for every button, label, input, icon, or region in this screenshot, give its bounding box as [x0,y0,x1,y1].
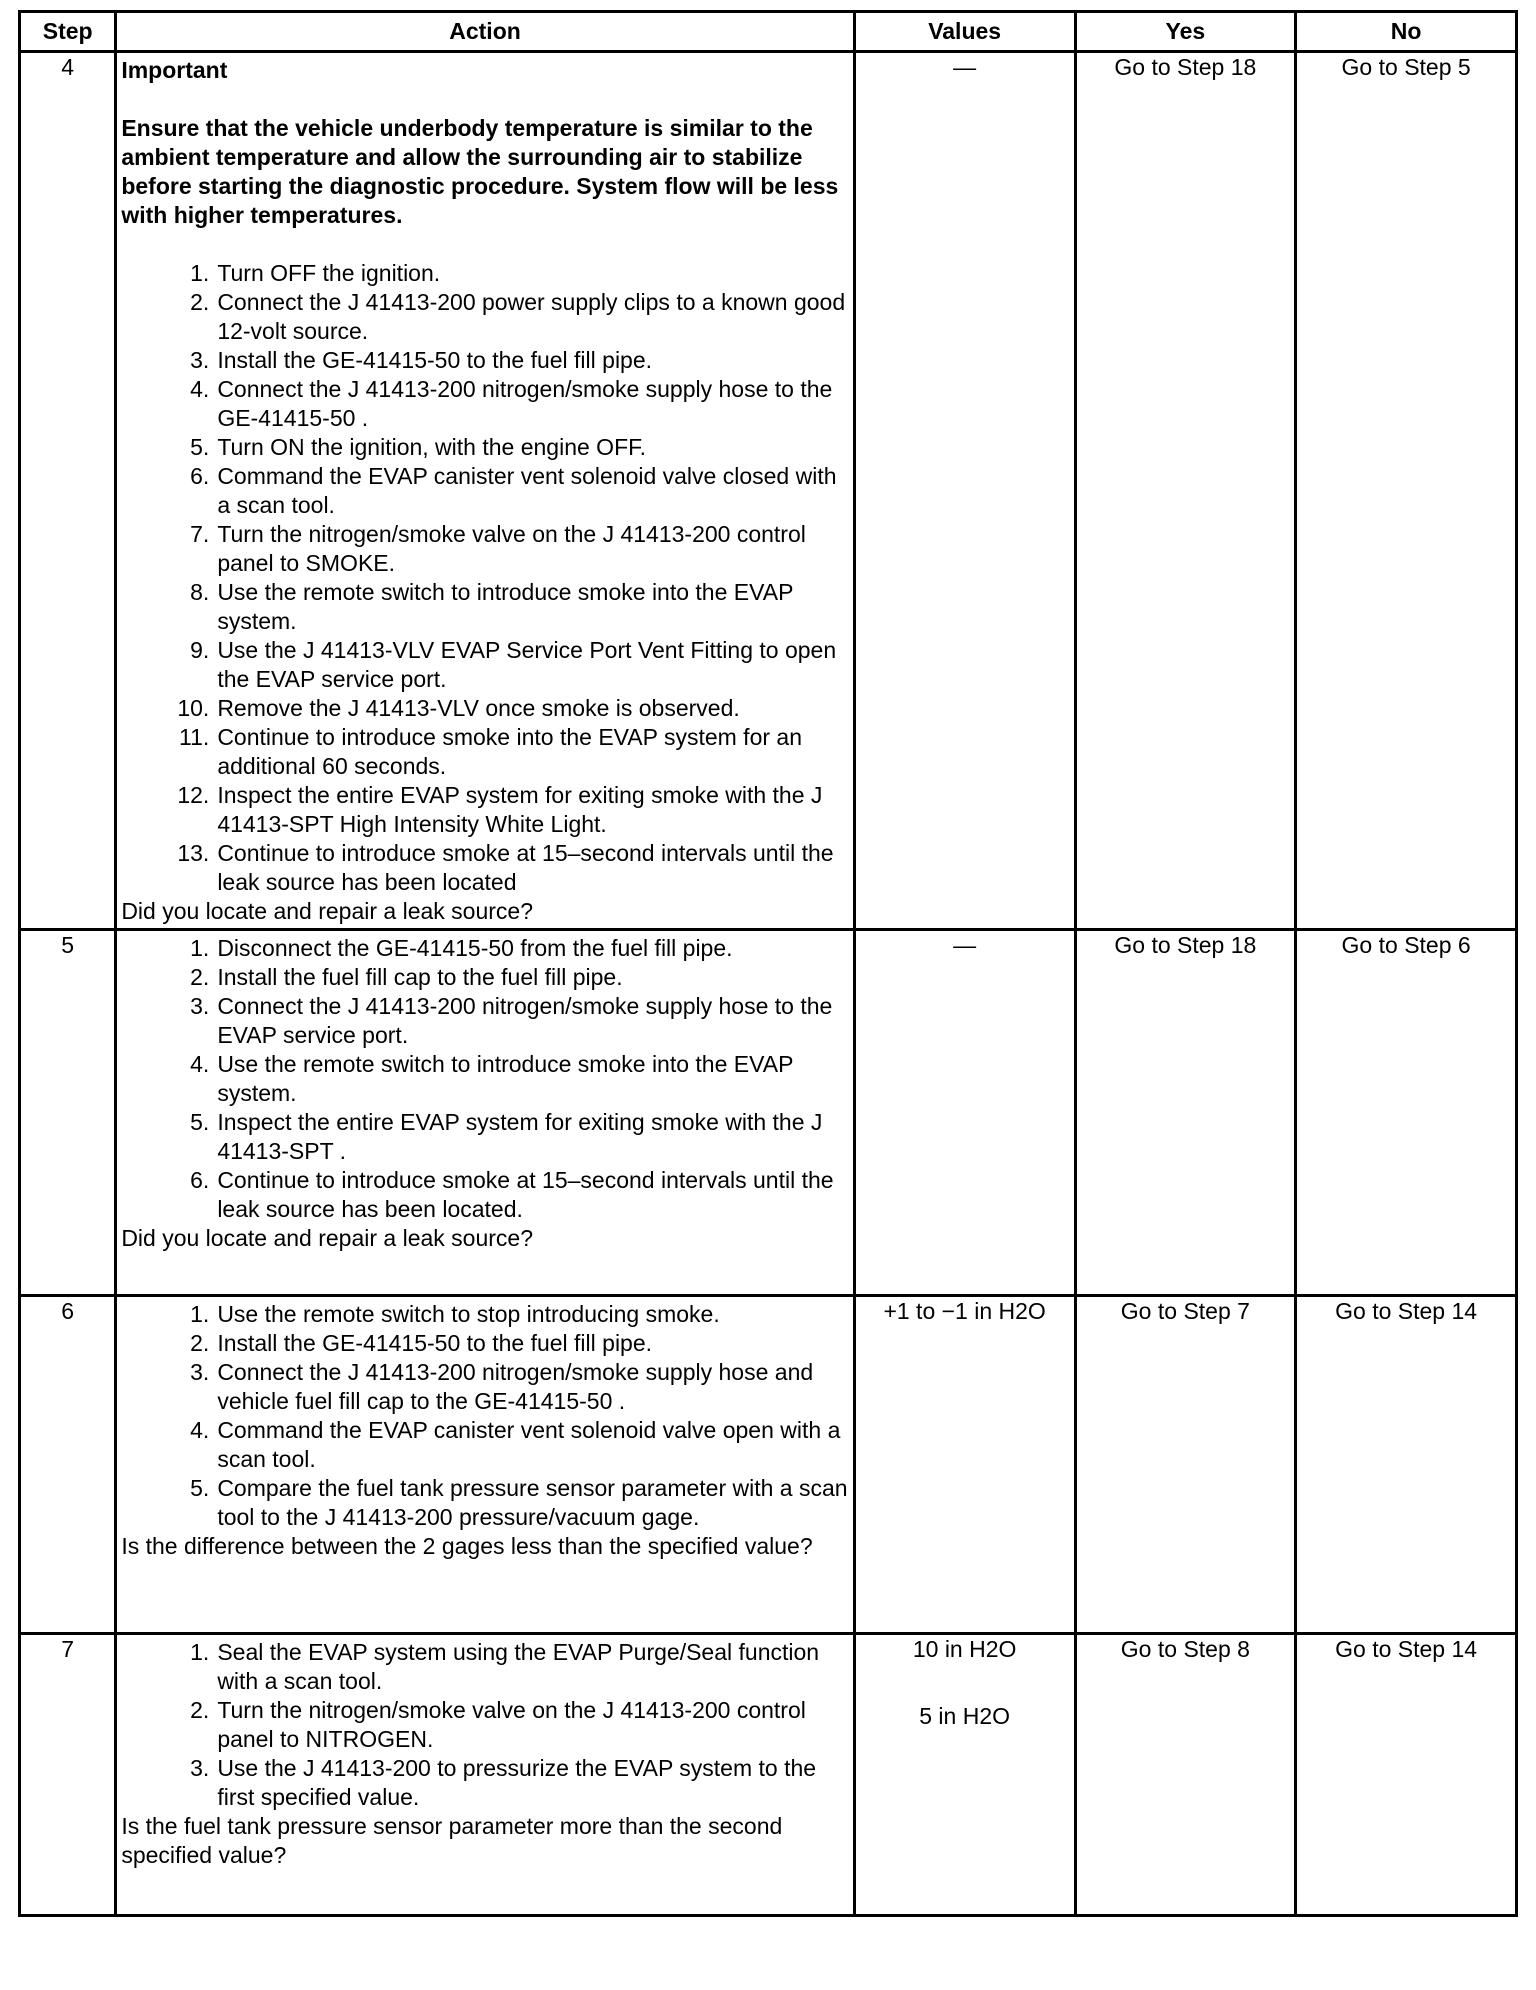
list-item: 1. Disconnect the GE-41415-50 from the fuel fill pipe. [190,935,733,961]
header-row [20,12,1517,52]
procedure-list [121,934,848,1224]
step-number: 5 [20,930,116,1296]
table-row [20,1634,1517,1916]
list-item: 2. Install the GE-41415-50 to the fuel fill pipe. [190,1330,653,1356]
question-text: Did you locate and repair a leak source? [121,1225,533,1251]
no-link: Go to Step 5 [1296,52,1517,930]
list-item: 6. Continue to introduce smoke at 15–second intervals until the leak source has been located. [190,1167,834,1222]
action-cell [116,52,854,930]
question-text: Is the fuel tank pressure sensor parameter more than the second specified value? [121,1813,783,1868]
action-cell [116,1634,854,1916]
important-label: Important [121,57,228,83]
list-item: 11. Continue to introduce smoke into the EVAP system for an additional 60 seconds. [179,724,802,779]
no-link: Go to Step 6 [1296,930,1517,1296]
list-item: 3. Connect the J 41413-200 nitrogen/smoke supply hose and vehicle fuel fill cap to the GE-41415-50 . [190,1359,814,1414]
no-link: Go to Step 14 [1296,1296,1517,1634]
table-row [20,930,1517,1296]
list-item: 8. Use the remote switch to introduce smoke into the EVAP system. [190,579,794,634]
values-cell: — [854,930,1075,1296]
yes-link: Go to Step 18 [1075,930,1296,1296]
header-action: Action [116,12,854,52]
header-values: Values [854,12,1075,52]
list-item: 1. Use the remote switch to stop introducing smoke. [190,1301,720,1327]
list-item: 6. Command the EVAP canister vent solenoid valve closed with a scan tool. [190,463,837,518]
important-text: Ensure that the vehicle underbody temperature is similar to the ambient temperature and allow the surrounding air to stabilize before starting the diagnostic procedure. System flow will be less with higher temperatures. [121,115,839,228]
value-second: 5 in H2O [919,1703,1011,1729]
procedure-list [121,259,848,897]
no-link: Go to Step 14 [1296,1634,1517,1916]
action-cell [116,1296,854,1634]
step-number: 4 [20,52,116,930]
list-item: 4. Connect the J 41413-200 nitrogen/smoke supply hose to the GE-41415-50 . [190,376,833,431]
step-number: 6 [20,1296,116,1634]
header-step: Step [20,12,116,52]
list-item: 3. Use the J 41413-200 to pressurize the EVAP system to the first specified value. [190,1755,817,1810]
procedure-list [121,1300,848,1532]
diagnostic-table [18,10,1518,1917]
step-number: 7 [20,1634,116,1916]
yes-link: Go to Step 18 [1075,52,1296,930]
procedure-list [121,1638,848,1812]
list-item: 4. Use the remote switch to introduce smoke into the EVAP system. [190,1051,794,1106]
values-cell [854,1634,1075,1916]
list-item: 4. Command the EVAP canister vent solenoid valve open with a scan tool. [190,1417,841,1472]
question-text: Did you locate and repair a leak source? [121,898,533,924]
header-no: No [1296,12,1517,52]
list-item: 1. Turn OFF the ignition. [190,260,441,286]
header-yes: Yes [1075,12,1296,52]
list-item: 1. Seal the EVAP system using the EVAP Purge/Seal function with a scan tool. [190,1639,820,1694]
list-item: 7. Turn the nitrogen/smoke valve on the J 41413-200 control panel to SMOKE. [190,521,806,576]
table-row [20,52,1517,930]
yes-link: Go to Step 7 [1075,1296,1296,1634]
list-item: 5. Compare the fuel tank pressure sensor parameter with a scan tool to the J 41413-200 pressure/vacuum gage. [190,1475,848,1530]
values-cell: +1 to −1 in H2O [854,1296,1075,1634]
list-item: 5. Inspect the entire EVAP system for exiting smoke with the J 41413-SPT . [190,1109,823,1164]
list-item: 3. Connect the J 41413-200 nitrogen/smoke supply hose to the EVAP service port. [190,993,833,1048]
list-item: 2. Install the fuel fill cap to the fuel fill pipe. [190,964,623,990]
table-row [20,1296,1517,1634]
list-item: 3. Install the GE-41415-50 to the fuel fill pipe. [190,347,653,373]
yes-link: Go to Step 8 [1075,1634,1296,1916]
question-text: Is the difference between the 2 gages less than the specified value? [121,1533,813,1559]
list-item: 5. Turn ON the ignition, with the engine OFF. [190,434,647,460]
values-cell: — [854,52,1075,930]
value-first: 10 in H2O [912,1636,1017,1662]
list-item: 13. Continue to introduce smoke at 15–second intervals until the leak source has been located [177,840,834,895]
list-item: 2. Connect the J 41413-200 power supply clips to a known good 12-volt source. [190,289,846,344]
list-item: 9. Use the J 41413-VLV EVAP Service Port Vent Fitting to open the EVAP service port. [190,637,837,692]
list-item: 2. Turn the nitrogen/smoke valve on the J 41413-200 control panel to NITROGEN. [190,1697,806,1752]
action-cell [116,930,854,1296]
list-item: 12. Inspect the entire EVAP system for exiting smoke with the J 41413-SPT High Intensity White Light. [177,782,823,837]
list-item: 10. Remove the J 41413-VLV once smoke is observed. [177,695,740,721]
